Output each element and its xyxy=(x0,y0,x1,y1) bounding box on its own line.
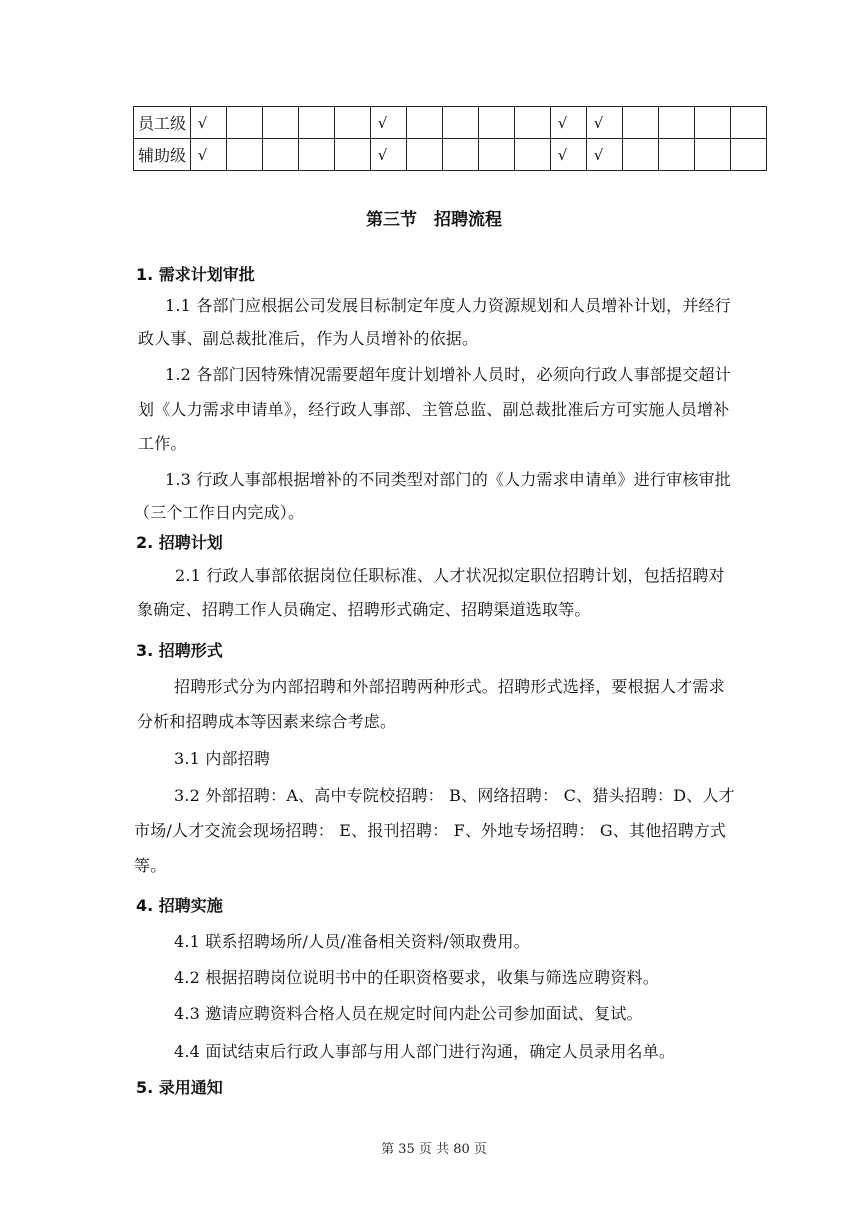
table-cell xyxy=(371,139,407,171)
table-cell xyxy=(695,139,731,171)
table-cell xyxy=(299,139,335,171)
paragraph-line: 招聘形式分为内部招聘和外部招聘两种形式。招聘形式选择，要根据人才需求 xyxy=(174,677,725,696)
table-cell xyxy=(659,139,695,171)
table-cell xyxy=(731,139,767,171)
table-cell xyxy=(191,107,227,139)
check-mark: √ xyxy=(197,114,208,132)
heading-hire-notice: 5. 录用通知 xyxy=(136,1078,223,1097)
table-cell xyxy=(515,139,551,171)
paragraph-line: 4.3 邀请应聘资料合格人员在规定时间内赴公司参加面试、复试。 xyxy=(174,1004,643,1023)
table-cell xyxy=(551,139,587,171)
paragraph-line: 市场/人才交流会现场招聘： E、报刊招聘： F、外地专场招聘： G、其他招聘方式 xyxy=(134,821,727,840)
table-cell xyxy=(479,139,515,171)
table-cell xyxy=(227,139,263,171)
row-label: 员工级 xyxy=(134,107,191,139)
check-mark: √ xyxy=(557,146,568,164)
table-cell xyxy=(407,139,443,171)
paragraph-line: 划《人力需求申请单》，经行政人事部、主管总监、副总裁批准后方可实施人员增补 xyxy=(138,400,730,419)
paragraph-line: 3.1 内部招聘 xyxy=(174,749,271,768)
paragraph-line: 3.2 外部招聘：A、高中专院校招聘： B、网络招聘： C、猎头招聘：D、人才 xyxy=(174,786,735,805)
table-cell xyxy=(443,139,479,171)
table-cell xyxy=(335,139,371,171)
table-cell xyxy=(731,107,767,139)
table-cell xyxy=(659,107,695,139)
check-mark: √ xyxy=(593,146,604,164)
check-mark: √ xyxy=(377,114,388,132)
table-cell xyxy=(371,107,407,139)
check-mark: √ xyxy=(593,114,604,132)
table-row xyxy=(134,139,767,171)
paragraph-line: 4.2 根据招聘岗位说明书中的任职资格要求，收集与筛选应聘资料。 xyxy=(174,968,659,987)
approval-matrix-table xyxy=(133,106,767,171)
table-cell xyxy=(623,139,659,171)
paragraph-line: （三个工作日内完成）。 xyxy=(134,503,305,522)
heading-recruit-implement: 4. 招聘实施 xyxy=(136,896,223,915)
table-cell xyxy=(587,107,623,139)
table-cell xyxy=(191,139,227,171)
heading-demand-approval: 1. 需求计划审批 xyxy=(136,265,255,284)
table-row xyxy=(134,107,767,139)
table-cell xyxy=(623,107,659,139)
page-footer: 第 35 页 共 80 页 xyxy=(381,1142,487,1157)
table-cell xyxy=(515,107,551,139)
paragraph-line: 等。 xyxy=(134,856,167,875)
paragraph-line: 1.3 行政人事部根据增补的不同类型对部门的《人力需求申请单》进行审核审批 xyxy=(165,470,731,489)
paragraph-line: 分析和招聘成本等因素来综合考虑。 xyxy=(137,712,397,731)
table-cell xyxy=(479,107,515,139)
paragraph-line: 4.4 面试结束后行政人事部与用人部门进行沟通，确定人员录用名单。 xyxy=(174,1042,676,1061)
table-cell xyxy=(227,107,263,139)
row-label: 辅助级 xyxy=(134,139,191,171)
check-mark: √ xyxy=(557,114,568,132)
table-cell xyxy=(695,107,731,139)
paragraph-line: 政人事、副总裁批准后，作为人员增补的依据。 xyxy=(138,329,479,348)
paragraph-line: 4.1 联系招聘场所/人员/准备相关资料/领取费用。 xyxy=(174,932,530,951)
table-cell xyxy=(299,107,335,139)
section-title: 第三节 招聘流程 xyxy=(366,210,502,230)
heading-recruit-plan: 2. 招聘计划 xyxy=(136,533,223,552)
table-cell xyxy=(407,107,443,139)
table-cell xyxy=(443,107,479,139)
paragraph-line: 象确定、招聘工作人员确定、招聘形式确定、招聘渠道选取等。 xyxy=(137,600,591,619)
heading-recruit-form: 3. 招聘形式 xyxy=(136,641,223,660)
paragraph-line: 工作。 xyxy=(138,434,187,453)
table-cell xyxy=(263,139,299,171)
paragraph-line: 2.1 行政人事部依据岗位任职标准、人才状况拟定职位招聘计划，包括招聘对 xyxy=(175,566,725,585)
paragraph-line: 1.1 各部门应根据公司发展目标制定年度人力资源规划和人员增补计划，并经行 xyxy=(165,296,731,315)
paragraph-line: 1.2 各部门因特殊情况需要超年度计划增补人员时，必须向行政人事部提交超计 xyxy=(165,365,731,384)
check-mark: √ xyxy=(377,146,388,164)
table-cell xyxy=(551,107,587,139)
table-cell xyxy=(335,107,371,139)
table-cell xyxy=(263,107,299,139)
table-cell xyxy=(587,139,623,171)
check-mark: √ xyxy=(197,146,208,164)
